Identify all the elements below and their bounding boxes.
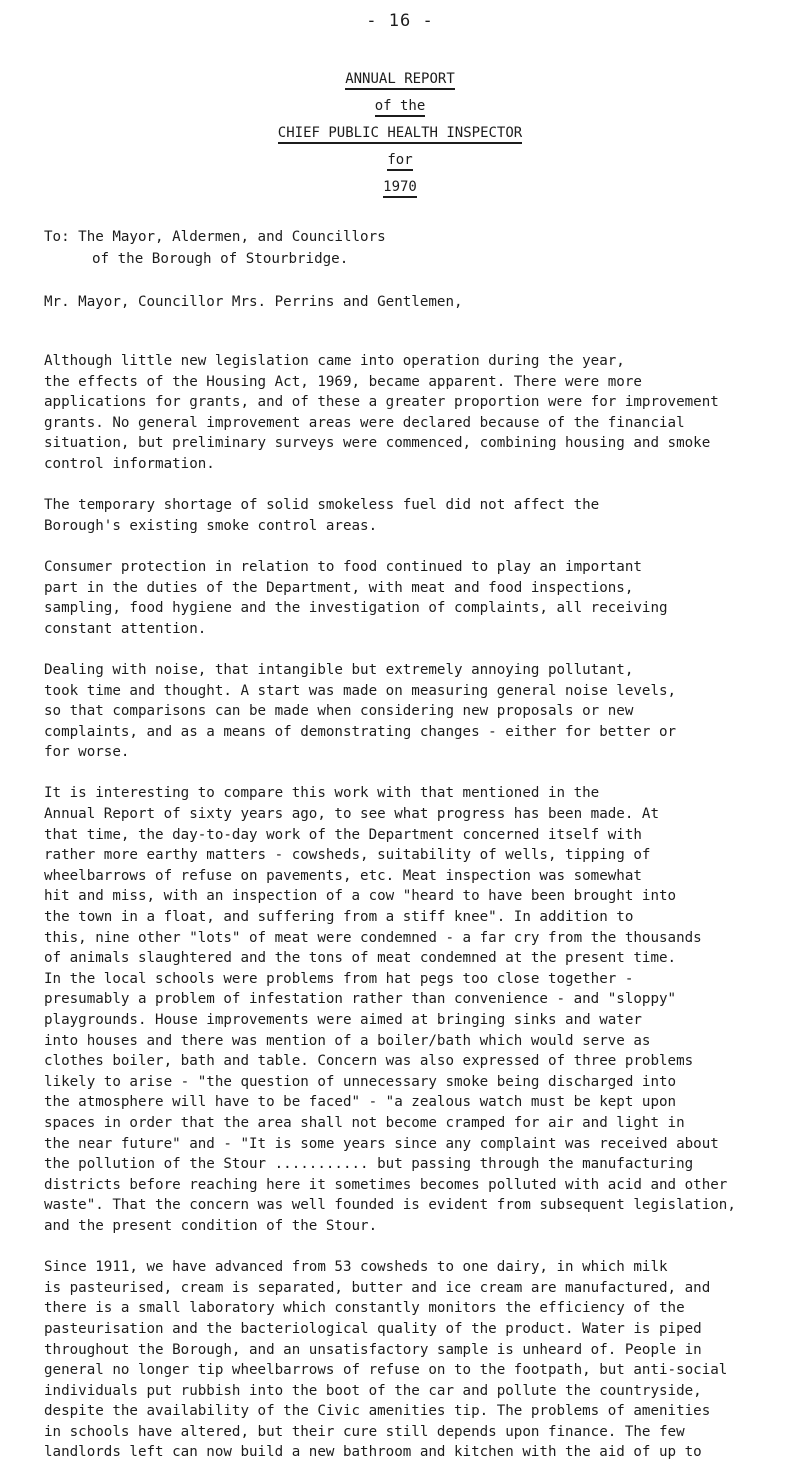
paragraph-consumer-protection: Consumer protection in relation to food continued to play an important part in the duties of the Department, with meat and food inspections, sampling, food hygiene and the investigation of complaints, all receiving constant attention. xyxy=(44,558,668,637)
salutation: Mr. Mayor, Councillor Mrs. Perrins and Gentlemen, xyxy=(44,294,463,310)
title-line-year: 1970 xyxy=(383,179,417,198)
paragraph-smokeless-fuel: The temporary shortage of solid smokeless fuel did not affect the Borough's existing smoke control areas. xyxy=(44,497,600,534)
paragraph-since-1911: Since 1911, we have advanced from 53 cowsheds to one dairy, in which milk is pasteurised, cream is separated, butter and ice cream are manufactured, and there is a small laboratory which constantly monitors the efficiency of the pasteurisation and the bacteriological quality of the product. Water is piped throughout the Borough, and an unsatisfactory sample is unheard of. People in general no longer tip wheelbarrows of refuse on to the footpath, but anti-social individuals put rubbish into the boot of the car and pollute the countryside, despite the availability of the Civic amenities tip. The problems of amenities in schools have altered, but their cure still depends upon finance. The few landlords left can now build a new bathroom and kitchen with the aid of up to xyxy=(44,1259,728,1461)
report-title xyxy=(0,66,800,201)
address-line-1: To: The Mayor, Aldermen, and Councillors xyxy=(44,229,386,245)
paragraph-noise: Dealing with noise, that intangible but extremely annoying pollutant, took time and thought. A start was made on measuring general noise levels, so that comparisons can be made when considering new proposals or new complaints, and as a means of demonstrating changes - either for better or for worse. xyxy=(44,661,677,761)
title-line-of-the: of the xyxy=(375,98,426,117)
paragraph-sixty-years-ago: It is interesting to compare this work with that mentioned in the Annual Report of sixty years ago, to see what progress has been made. At that time, the day-to-day work of the Department concerned itself with rather more earthy matters - cowsheds, suitability of wells, tipping of wheelbarrows of refuse on pavements, etc. Meat inspection was somewhat hit and miss, with an inspection of a cow "heard to have been brought into the town in a float, and suffering from a stiff knee". In addition to this, nine other "lots" of meat were condemned - a far cry from the thousands of animals slaughtered and the tons of meat condemned at the present time. In the local schools were problems from hat pegs too close together - presumably a problem of infestation rather than convenience - and "sloppy" playgrounds. House improvements were aimed at bringing sinks and water into houses and there was mention of a boiler/bath which would serve as clothes boiler, bath and table. Concern was also expressed of three problems likely to arise - "the question of unnecessary smoke being discharged into the atmosphere will have to be faced" - "a zealous watch must be kept upon spaces in order that the area shall not become cramped for air and light in the near future" and - "It is some years since any complaint was received about the pollution of the Stour ........... but passing through the manufacturing districts before reaching here it sometimes becomes polluted with acid and other waste". That the concern was well founded is evident from subsequent legislation, and the present condition of the Stour. xyxy=(44,785,736,1234)
address-line-2: of the Borough of Stourbridge. xyxy=(92,251,349,267)
address-block xyxy=(44,226,386,270)
title-line-for: for xyxy=(387,152,412,171)
paragraph-housing: Although little new legislation came into operation during the year, the effects of the Housing Act, 1969, became apparent. There were more applications for grants, and of these a greater proportion were for improvement grants. No general improvement areas were declared because of the financial situation, but preliminary surveys were commenced, combining housing and smoke control information. xyxy=(44,353,719,472)
report-body xyxy=(44,351,784,1484)
title-line-annual-report: ANNUAL REPORT xyxy=(345,71,455,90)
page-number: - 16 - xyxy=(366,11,434,31)
title-line-chief-inspector: CHIEF PUBLIC HEALTH INSPECTOR xyxy=(278,125,522,144)
